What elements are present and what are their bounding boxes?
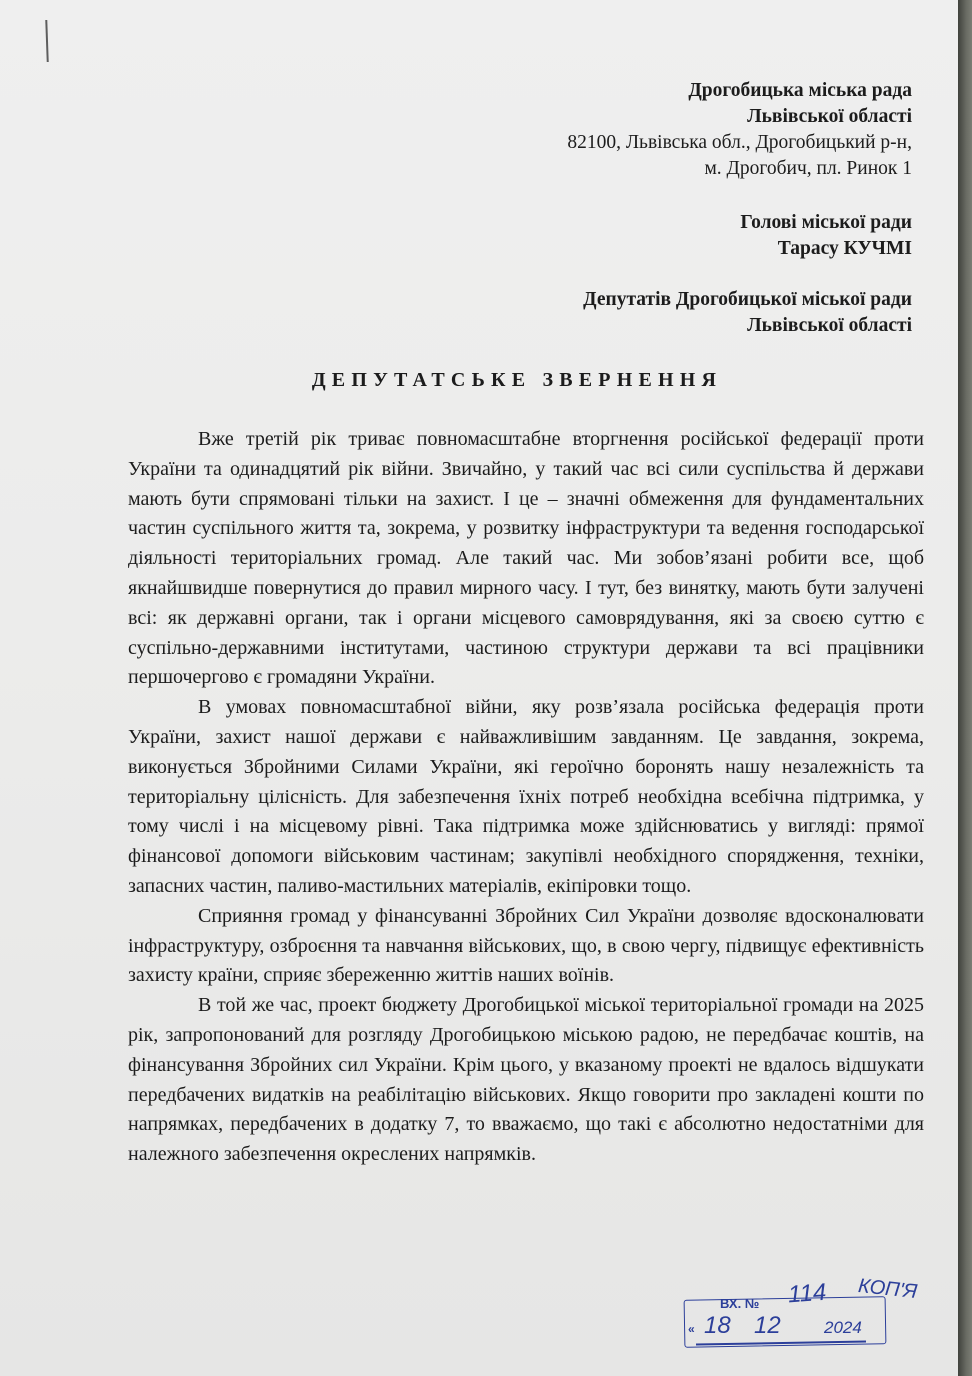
stamp-year: 2024 — [824, 1318, 862, 1337]
sender-block — [583, 287, 912, 339]
stamp-month: 12 — [754, 1312, 781, 1339]
body-paragraph-1: Вже третій рік триває повномасштабне вторгнення російської федерації проти України та одинадцятий рік війни. Звичайно, у такий час всі сили суспільства й держави мають бути спрямовані тільки на захист. І це – значні обмеження для фундаментальних частин суспільного життя та, зокрема, у розвитку інфраструктури та ведення господарської діяльності територіальних громад. Але такий час. Ми зобов’язані робити все, щоб якнайшвидше повернутися до правил мирного часу. І тут, без винятку, мають бути залучені всі: як державні органи, так і органи місцевого самоврядування, які за своєю суттю є суспільно-державними інститутами, частиною структури держави та всі працівники першочергово є громадяни України. — [128, 428, 924, 689]
background-edge — [958, 0, 972, 1376]
sender-line2: Львівської області — [747, 315, 912, 336]
stamp-copy-note: КОП'Я — [857, 1274, 919, 1304]
stamp-date-prefix: « — [688, 1322, 695, 1336]
recipient-address-line1: 82100, Львівська обл., Дрогобицький р-н, — [567, 132, 912, 153]
incoming-registration-stamp — [676, 1274, 956, 1358]
body-paragraph-3: Сприяння громад у фінансуванні Збройних Сил України дозволяє вдосконалювати інфраструктуру, озброєння та навчання військових, що, в свою чергу, підвищує ефективність захисту країни, сприяє збереженню життів наших воїнів. — [128, 904, 924, 987]
document-body — [128, 425, 924, 1170]
recipient-head-line2: Тарасу КУЧМІ — [777, 238, 912, 259]
pen-mark — [45, 20, 48, 62]
recipient-head-line1: Голові міської ради — [740, 212, 912, 233]
document-title: ДЕПУТАТСЬКЕ ЗВЕРНЕННЯ — [311, 369, 723, 391]
recipient-head-block — [740, 210, 912, 262]
body-paragraph-2: В умовах повномасштабної війни, яку розв’язала російська федерація проти України, захист нашої держави є найважливішим завданням. Це завдання, зокрема, виконується Збройними Силами України, які героїчно боронять нашу незалежність та територіальну цілісність. Для забезпечення їхніх потреб необхідна всебічна підтримка, у тому числі і на місцевому рівні. Така підтримка може здійснюватись у вигляді: прямої фінансової допомоги військовим частинам; закупівлі необхідного спорядження, техніки, запасних частин, паливо-мастильних матеріалів, екіпіровки тощо. — [128, 696, 924, 897]
recipient-org-line1: Дрогобицька міська рада — [688, 80, 912, 101]
recipient-org-line2: Львівської області — [747, 106, 912, 127]
recipient-address-block — [567, 78, 912, 182]
sender-line1: Депутатів Дрогобицької міської ради — [583, 289, 912, 310]
stamp-label: ВХ. № — [720, 1296, 760, 1311]
stamp-number: 114 — [787, 1278, 828, 1309]
stamp-day: 18 — [704, 1312, 731, 1339]
recipient-address-line2: м. Дрогобич, пл. Ринок 1 — [704, 158, 912, 179]
body-paragraph-4: В той же час, проект бюджету Дрогобицької міської територіальної громади на 2025 рік, запропонований для розгляду Дрогобицькою міською радою, не передбачає коштів, на фінансування Збройних сил України. Крім цього, у вказаному проекті не вдалось відшукати передбачених видатків на реабілітацію військових. Якщо говорити про закладені кошти по напрямках, передбачених в додатку 7, то вважаємо, що такі є абсолютно недостатніми для належного забезпечення окреслених напрямків. — [128, 994, 924, 1166]
